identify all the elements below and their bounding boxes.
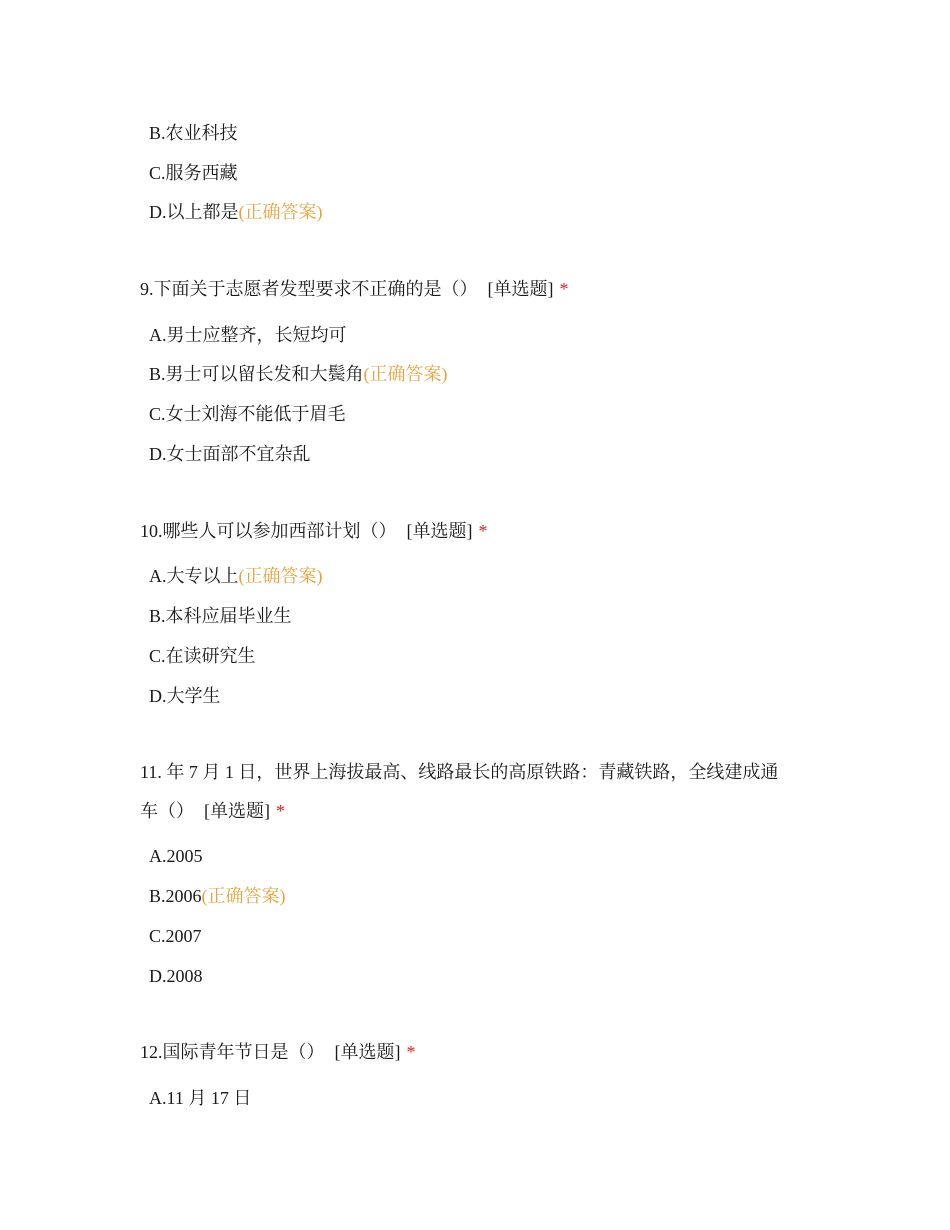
option-text: A.大专以上 bbox=[149, 566, 239, 586]
required-marker: * bbox=[478, 521, 488, 541]
option-text: B.本科应届毕业生 bbox=[149, 606, 292, 626]
required-marker: * bbox=[559, 279, 569, 299]
option-text: D.2008 bbox=[149, 966, 203, 986]
q8-option-d bbox=[149, 200, 323, 224]
question-text: 12.国际青年节日是（） bbox=[140, 1042, 325, 1062]
q9-option-b bbox=[149, 362, 448, 386]
correct-answer-marker: (正确答案) bbox=[238, 202, 323, 222]
option-text: A.2005 bbox=[149, 846, 203, 866]
q10-question bbox=[140, 519, 488, 543]
q11-option-d bbox=[149, 964, 203, 988]
question-text: 车（） bbox=[140, 801, 194, 821]
option-text: B.男士可以留长发和大鬓角 bbox=[149, 364, 364, 384]
question-text: 11. 年 7 月 1 日，世界上海拔最高、线路最长的高原铁路：青藏铁路，全线建成通 bbox=[140, 762, 779, 782]
option-text: D.大学生 bbox=[149, 686, 221, 706]
q11-question-line1 bbox=[140, 760, 778, 784]
question-type-tag: [单选题] bbox=[204, 801, 270, 821]
q10-option-c bbox=[149, 644, 256, 668]
q10-option-d bbox=[149, 684, 221, 708]
required-marker: * bbox=[276, 801, 285, 821]
correct-answer-marker: (正确答案) bbox=[238, 566, 323, 586]
q12-option-a bbox=[149, 1086, 251, 1110]
q9-question bbox=[140, 277, 569, 301]
q10-option-b bbox=[149, 604, 292, 628]
option-text: C.女士刘海不能低于眉毛 bbox=[149, 404, 346, 424]
q8-option-c bbox=[149, 161, 238, 185]
q11-question-line2 bbox=[140, 799, 285, 823]
q9-option-c bbox=[149, 402, 346, 426]
option-text: C.服务西藏 bbox=[149, 163, 238, 183]
q12-question bbox=[140, 1040, 416, 1064]
option-text: D.女士面部不宜杂乱 bbox=[149, 444, 311, 464]
option-text: A.11 月 17 日 bbox=[149, 1088, 252, 1108]
option-text: A.男士应整齐，长短均可 bbox=[149, 325, 347, 345]
correct-answer-marker: (正确答案) bbox=[201, 886, 286, 906]
q11-option-c bbox=[149, 924, 202, 948]
question-type-tag: [单选题] bbox=[406, 521, 473, 541]
required-marker: * bbox=[406, 1042, 416, 1062]
question-type-tag: [单选题] bbox=[334, 1042, 401, 1062]
question-type-tag: [单选题] bbox=[487, 279, 554, 299]
correct-answer-marker: (正确答案) bbox=[363, 364, 448, 384]
question-text: 9.下面关于志愿者发型要求不正确的是（） bbox=[140, 279, 478, 299]
q10-option-a bbox=[149, 564, 323, 588]
option-text: B.2006 bbox=[149, 886, 202, 906]
q9-option-d bbox=[149, 442, 311, 466]
q11-option-b bbox=[149, 884, 286, 908]
q9-option-a bbox=[149, 323, 347, 347]
option-text: B.农业科技 bbox=[149, 123, 238, 143]
option-text: C.在读研究生 bbox=[149, 646, 256, 666]
option-text: C.2007 bbox=[149, 926, 202, 946]
question-text: 10.哪些人可以参加西部计划（） bbox=[140, 521, 397, 541]
option-text: D.以上都是 bbox=[149, 202, 239, 222]
q8-option-b bbox=[149, 121, 238, 145]
q11-option-a bbox=[149, 844, 203, 868]
